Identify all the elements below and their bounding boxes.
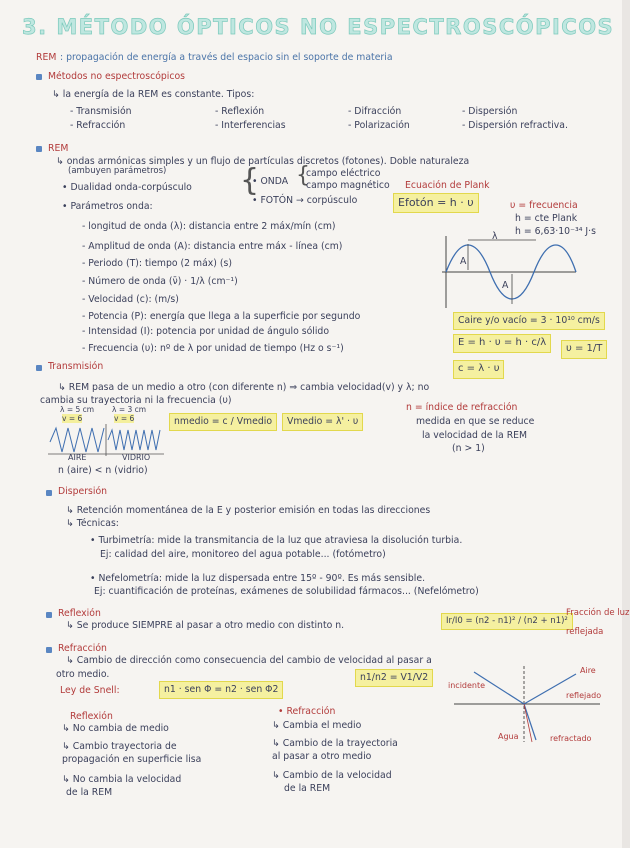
fraction-label: Fracción de luz <box>566 608 630 618</box>
lambda-air: λ = 5 cm <box>60 405 95 414</box>
rem-def-text: : propagación de energía a través del espacio sin el soporte de materia <box>60 52 393 63</box>
efoton-formula: Efotón = h · υ <box>394 194 478 212</box>
campo-electrico: campo eléctrico <box>306 168 381 179</box>
type-item: - Refracción <box>70 120 126 131</box>
h-val: h = 6,63·10⁻³⁴ J·s <box>515 226 596 237</box>
nu-def: υ = frecuencia <box>510 200 578 211</box>
bullet-icon <box>46 612 52 618</box>
param-item: - Frecuencia (υ): nº de λ por unidad de tiempo (Hz o s⁻¹) <box>82 343 344 354</box>
h-def: h = cte Plank <box>515 213 578 224</box>
rem-line1b: (ambuyen parámetros) <box>68 166 167 176</box>
param-item: - Número de onda (ν̄) · 1/λ (cm⁻¹) <box>82 276 238 287</box>
fraction-label: reflejada <box>566 627 604 637</box>
transmision-line2: cambia su trayectoria ni la frecuencia (υ) <box>40 395 232 406</box>
bullet-icon <box>36 365 42 371</box>
refraccion-line2: otro medio. <box>56 669 110 680</box>
type-item: - Interferencias <box>215 120 286 131</box>
type-item: - Transmisión <box>70 106 132 117</box>
section-transmision-heading: Transmisión <box>48 361 104 372</box>
col1-item: ↳ Cambio trayectoria de <box>62 741 177 752</box>
turbimetria-example: Ej: calidad del aire, monitoreo del agua potable... (fotómetro) <box>100 549 386 560</box>
dispersion-line1: ↳ Retención momentánea de la E y posterior emisión en todas las direcciones <box>66 505 431 516</box>
page-title: 3. MÉTODO ÓPTICOS NO ESPECTROSCÓPICOS <box>22 15 615 39</box>
snell-label: Ley de Snell: <box>60 685 120 696</box>
n-text: la velocidad de la REM <box>422 430 528 441</box>
bullet-icon <box>36 74 42 80</box>
section-metodos-heading: Métodos no espectroscópicos <box>48 71 186 82</box>
param-item: - Potencia (P): energía que llega a la superficie por segundo <box>82 311 361 322</box>
nefelometria-example: Ej: cuantificación de proteínas, exámenes de solubilidad fármacos... (Nefelómetro) <box>94 586 479 597</box>
dispersion-line2: ↳ Técnicas: <box>66 518 119 529</box>
col2-item: de la REM <box>284 783 331 794</box>
n-text: medida en que se reduce <box>416 416 535 427</box>
col2-item: ↳ Cambio de la trayectoria <box>272 738 398 749</box>
snell-ratio: n1/n2 = V1/V2 <box>356 670 432 686</box>
col2-title: • Refracción <box>278 706 336 717</box>
frequency-formula: υ = 1/T <box>562 341 606 358</box>
onda-label: • ONDA <box>252 176 289 187</box>
bullet-icon <box>46 490 52 496</box>
turbimetria-line: • Turbimetría: mide la transmitancia de la luz que atraviesa la disolución turbia. <box>90 535 463 546</box>
metodos-line: ↳ la energía de la REM es constante. Tipos: <box>52 89 255 100</box>
parametros-label: • Parámetros onda: <box>62 201 153 212</box>
foton-label: • FOTÓN → corpúsculo <box>252 195 358 206</box>
col1-title: Reflexión <box>70 711 113 722</box>
section-refraccion-heading: Refracción <box>58 643 107 654</box>
col1-item: ↳ No cambia la velocidad <box>62 774 182 785</box>
bullet-icon <box>36 146 42 152</box>
col1-item: propagación en superficie lisa <box>62 754 202 765</box>
col1-item: de la REM <box>66 787 113 798</box>
aire-label: AIRE <box>68 453 87 462</box>
nmedio-formula: nmedio = c / Vmedio <box>170 414 276 430</box>
dualidad: • Dualidad onda-corpúsculo <box>62 182 192 193</box>
col2-item: ↳ Cambia el medio <box>272 720 362 731</box>
reflexion-line: ↳ Se produce SIEMPRE al pasar a otro medio con distinto n. <box>66 620 345 631</box>
campo-magnetico: campo magnético <box>306 180 390 191</box>
vidrio-label: VIDRIO <box>122 453 151 462</box>
wave-amplitude: A <box>460 256 467 267</box>
col1-item: ↳ No cambia de medio <box>62 723 169 734</box>
type-item: - Dispersión <box>462 106 518 117</box>
brace-icon: { <box>240 163 260 198</box>
speed-air: v = 6 <box>62 414 83 423</box>
param-item: - Intensidad (I): potencia por unidad de ángulo sólido <box>82 326 330 337</box>
type-item: - Dispersión refractiva. <box>462 120 568 131</box>
param-item: - longitud de onda (λ): distancia entre 2 máx/mín (cm) <box>82 221 336 232</box>
section-rem-heading: REM <box>48 143 69 154</box>
bullet-icon <box>46 647 52 653</box>
c-aire-formula: Caire y/o vacío = 3 · 10¹⁰ cm/s <box>454 313 604 329</box>
rem-line1: ↳ ondas armónicas simples y un flujo de partículas discretos (fotones). Doble naturaleza <box>56 156 470 167</box>
speed-glass: v = 6 <box>114 414 135 423</box>
diag-aire: Aire <box>580 666 596 675</box>
speed-formula: c = λ · υ <box>454 361 503 378</box>
refraccion-line1: ↳ Cambio de dirección como consecuencia del cambio de velocidad al pasar a <box>66 655 432 666</box>
reflexion-formula: Ir/I0 = (n2 - n1)² / (n2 + n1)² <box>442 614 572 629</box>
param-item: - Velocidad (c): (m/s) <box>82 294 179 305</box>
n-definition: n = índice de refracción <box>406 402 518 413</box>
type-item: - Difracción <box>348 106 402 117</box>
refraction-diagram <box>452 664 602 744</box>
nefelometria-line: • Nefelometría: mide la luz dispersada entre 15º - 90º. Es más sensible. <box>90 573 426 584</box>
diag-incidente: incidente <box>448 681 486 690</box>
brace-icon: { <box>296 163 310 188</box>
energy-formula: E = h · υ = h · c/λ <box>454 335 550 352</box>
snell-formula: n1 · sen Φ = n2 · sen Φ2 <box>160 682 282 698</box>
param-item: - Amplitud de onda (A): distancia entre máx - línea (cm) <box>82 241 343 252</box>
rem-def-label: REM <box>36 52 57 63</box>
lambda-glass: λ = 3 cm <box>112 405 147 414</box>
diag-agua: Agua <box>498 732 519 741</box>
diag-refractado: refractado <box>550 734 592 743</box>
param-item: - Periodo (T): tiempo (2 máx) (s) <box>82 258 232 269</box>
section-dispersion-heading: Dispersión <box>58 486 108 497</box>
n-text: (n > 1) <box>452 443 485 454</box>
section-reflexion-heading: Reflexión <box>58 608 101 619</box>
vmedio-formula: Vmedio = λ' · υ <box>283 414 362 430</box>
type-item: - Polarización <box>348 120 410 131</box>
transmision-line1: ↳ REM pasa de un medio a otro (con diferente n) ⇒ cambia velocidad(v) y λ; no <box>58 382 430 393</box>
ecuacion-plank: Ecuación de Plank <box>405 180 490 191</box>
type-item: - Reflexión <box>215 106 265 117</box>
diag-reflejado: reflejado <box>566 691 602 700</box>
wave-lambda: λ <box>492 231 498 242</box>
col2-item: al pasar a otro medio <box>272 751 372 762</box>
col2-item: ↳ Cambio de la velocidad <box>272 770 392 781</box>
n-relation: n (aire) < n (vidrio) <box>58 465 148 476</box>
wave-diagram <box>440 232 580 310</box>
wave-amplitude: A <box>502 280 509 291</box>
